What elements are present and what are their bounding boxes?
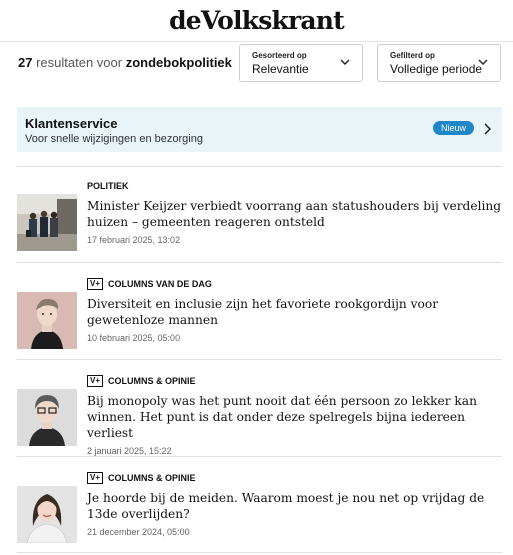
filter-label: Gefilterd op bbox=[390, 51, 435, 60]
masthead bbox=[0, 0, 513, 42]
sort-label: Gesorteerd op bbox=[252, 51, 307, 60]
article-thumbnail bbox=[17, 389, 77, 446]
divider bbox=[17, 552, 502, 553]
article-headline[interactable]: Bij monopoly was het punt nooit dat één persoon zo lekker kan winnen. Het punt is dat onder deze spelregels bijna iedereen verliest bbox=[87, 394, 477, 440]
divider bbox=[17, 166, 502, 167]
article-headline[interactable]: Diversiteit en inclusie zijn het favoriete rookgordijn voor gewetenloze mannen bbox=[87, 297, 439, 327]
banner-title: Klantenservice bbox=[25, 116, 118, 131]
divider bbox=[17, 262, 502, 263]
article-date: 17 februari 2025, 13:02 bbox=[87, 235, 181, 245]
results-text: resultaten voor bbox=[36, 55, 123, 70]
new-badge: Nieuw bbox=[433, 121, 474, 135]
article-section: COLUMNS VAN DE DAG bbox=[108, 279, 212, 289]
article-thumbnail bbox=[17, 292, 77, 349]
article-body bbox=[87, 375, 502, 456]
premium-badge: V+ bbox=[87, 472, 103, 484]
filter-dropdown[interactable] bbox=[377, 44, 501, 82]
article-body bbox=[87, 472, 502, 537]
article-body bbox=[87, 278, 502, 343]
premium-badge: V+ bbox=[87, 375, 103, 387]
article-section: COLUMNS & OPINIE bbox=[108, 473, 196, 483]
article-date: 2 januari 2025, 15:22 bbox=[87, 446, 172, 456]
sort-value: Relevantie bbox=[252, 62, 309, 76]
premium-badge: V+ bbox=[87, 278, 103, 290]
banner-subtitle: Voor snelle wijzigingen en bezorging bbox=[25, 133, 203, 145]
article-thumbnail bbox=[17, 486, 77, 543]
section-row bbox=[87, 180, 502, 192]
results-summary bbox=[18, 55, 232, 70]
divider bbox=[17, 456, 502, 457]
section-row bbox=[87, 278, 502, 290]
article-item[interactable] bbox=[17, 278, 502, 350]
article-headline[interactable]: Minister Keijzer verbiedt voorrang aan statushouders bij verdeling huizen – gemeenten reageren ontsteld bbox=[87, 199, 502, 229]
article-headline[interactable]: Je hoorde bij de meiden. Waarom moest je nou net op vrijdag de 13de overlijden? bbox=[87, 491, 485, 521]
article-date: 21 december 2024, 05:00 bbox=[87, 527, 190, 537]
divider bbox=[17, 359, 502, 360]
article-item[interactable] bbox=[17, 180, 502, 252]
volkskrant-logo[interactable]: deVolkskrant bbox=[169, 6, 344, 35]
article-item[interactable] bbox=[17, 375, 502, 456]
chevron-down-icon bbox=[340, 57, 350, 67]
article-thumbnail bbox=[17, 194, 77, 251]
filter-value: Volledige periode bbox=[390, 62, 483, 76]
article-section: POLITIEK bbox=[87, 181, 129, 191]
section-row bbox=[87, 472, 502, 484]
customer-service-banner[interactable] bbox=[17, 107, 502, 152]
search-query: zondebokpolitiek bbox=[125, 55, 232, 70]
chevron-down-icon bbox=[478, 57, 488, 67]
chevron-right-icon bbox=[482, 123, 492, 135]
article-date: 10 februari 2025, 05:00 bbox=[87, 333, 181, 343]
article-body bbox=[87, 180, 502, 245]
article-section: COLUMNS & OPINIE bbox=[108, 376, 196, 386]
results-bar bbox=[0, 42, 513, 92]
article-item[interactable] bbox=[17, 472, 502, 544]
results-count: 27 bbox=[18, 55, 33, 70]
sort-dropdown[interactable] bbox=[239, 44, 363, 82]
section-row bbox=[87, 375, 502, 387]
